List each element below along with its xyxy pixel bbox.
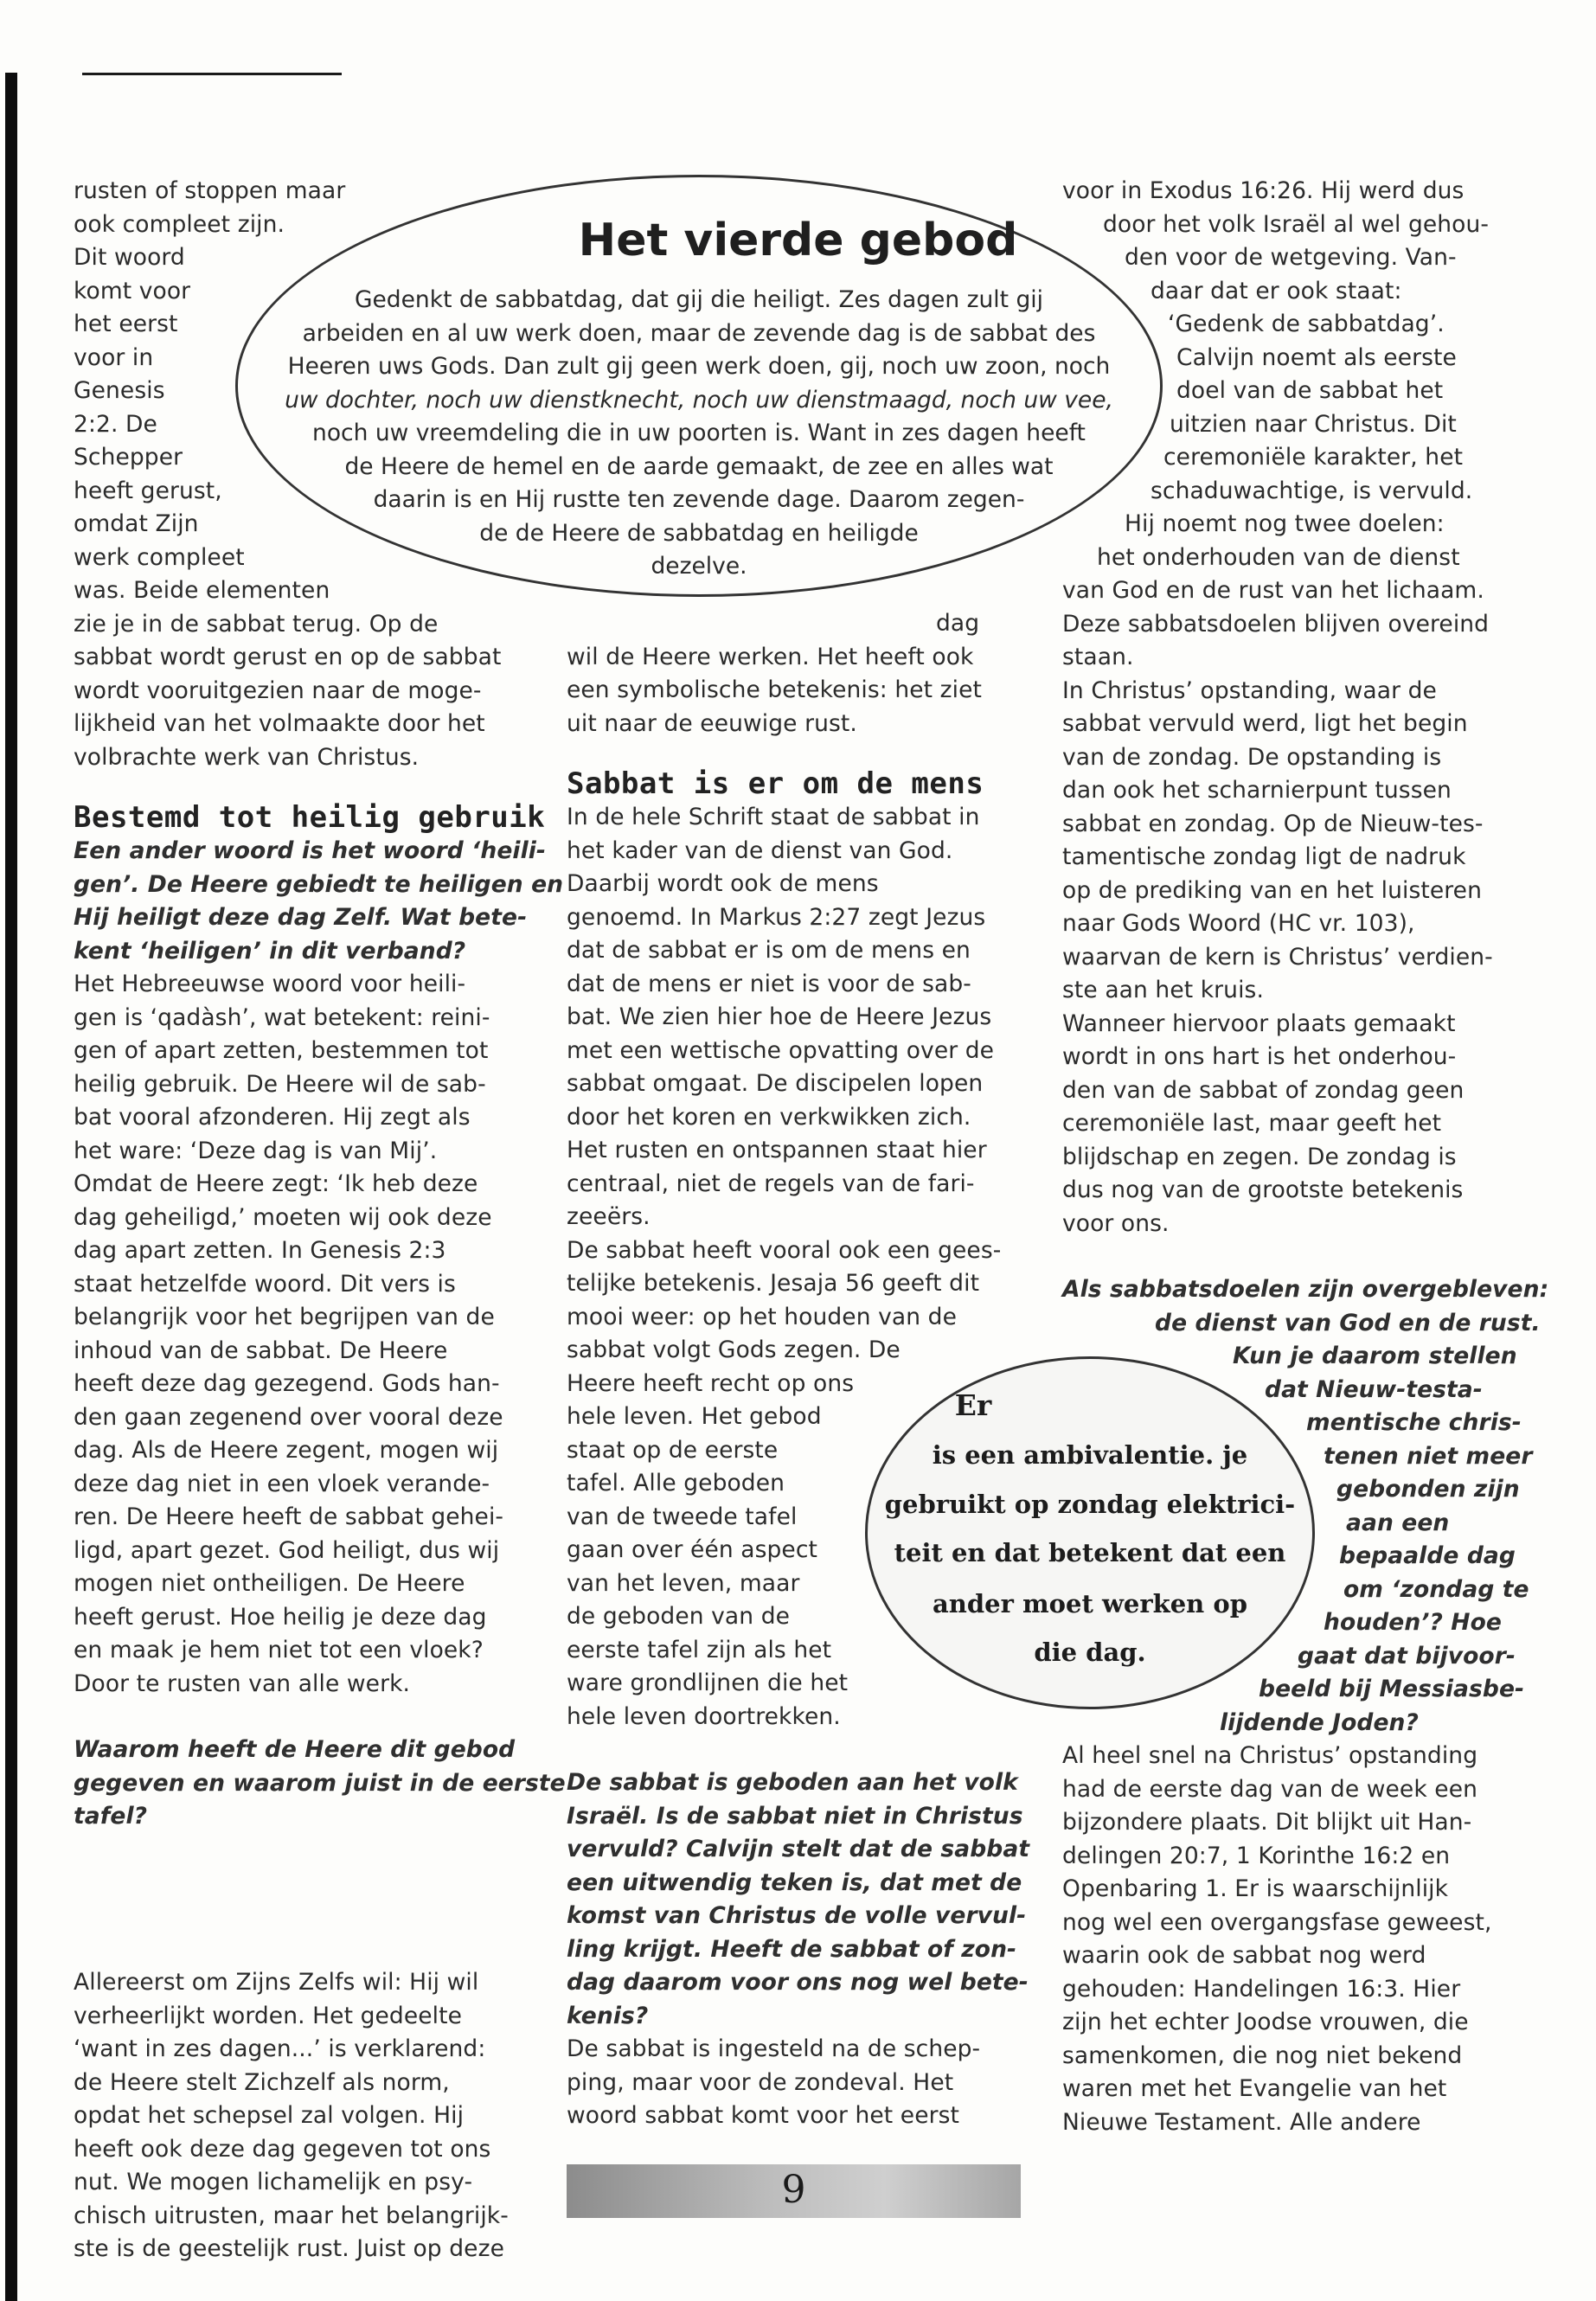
question-line: dag daarom voor ons nog wel bete-: [567, 1969, 1029, 1996]
body-line: voor in Exodus 16:26. Hij werd dus: [1062, 177, 1465, 204]
body-line: staat op de eerste: [567, 1436, 779, 1464]
body-line: naar Gods Woord (HC vr. 103),: [1062, 910, 1415, 937]
body-line: Het rusten en ontspannen staat hier: [567, 1137, 987, 1163]
body-line: dag. Als de Heere zegent, mogen wij: [74, 1437, 499, 1464]
body-line: uit naar de eeuwige rust.: [567, 709, 857, 737]
body-line: sabbat vervuld werd, ligt het begin: [1062, 710, 1468, 737]
body-line: dag: [936, 610, 980, 637]
body-line: nut. We mogen lichamelijk en psy-: [74, 2169, 473, 2195]
body-line: volbrachte werk van Christus.: [74, 743, 420, 771]
body-line: bijzondere plaats. Dit blijkt uit Han-: [1062, 1809, 1472, 1836]
body-line: omdat Zijn: [74, 510, 199, 537]
body-line: rusten of stoppen maar: [74, 177, 346, 204]
question-line: Kun je daarom stellen: [1233, 1343, 1517, 1369]
body-line: waarvan de kern is Christus’ verdien-: [1062, 943, 1493, 971]
body-line: sabbat omgaat. De discipelen lopen: [567, 1070, 984, 1097]
body-line: op de prediking van en het luisteren: [1062, 876, 1482, 904]
question-line: Israël. Is de sabbat niet in Christus: [567, 1802, 1023, 1830]
body-line: doel van de sabbat het: [1176, 377, 1444, 404]
page-number: 9: [781, 2168, 806, 2212]
body-line: van de tweede tafel: [567, 1503, 798, 1530]
body-line: heilig gebruik. De Heere wil de sab-: [74, 1070, 486, 1098]
callout-line: is een ambivalentie. je: [932, 1440, 1248, 1470]
body-line: woord sabbat komt voor het eerst: [567, 2102, 959, 2129]
body-line: ping, maar voor de zondeval. Het: [567, 2068, 954, 2096]
body-line: staan.: [1062, 644, 1134, 670]
commandment-line: daarin is en Hij rustte ten zevende dage. Daarom zegen-: [373, 486, 1025, 513]
body-line: Daarbij wordt ook de mens: [567, 870, 879, 897]
body-line: hele leven doortrekken.: [567, 1702, 841, 1730]
body-line: ‘Gedenk de sabbatdag’.: [1168, 311, 1445, 337]
commandment-line: noch uw vreemdeling die in uw poorten is. Want in zes dagen heeft: [312, 420, 1086, 446]
body-line: het onderhouden van de dienst: [1097, 543, 1460, 571]
body-line: hele leven. Het gebod: [567, 1403, 822, 1430]
body-line: tafel. Alle geboden: [567, 1470, 785, 1497]
callout-line: die dag.: [1034, 1638, 1146, 1667]
commandment-line: uw dochter, noch uw dienstknecht, noch uw dienstmaagd, noch uw vee,: [285, 386, 1113, 413]
body-line: van de zondag. De opstanding is: [1062, 743, 1442, 771]
body-line: zijn het echter Joodse vrouwen, die: [1062, 2009, 1469, 2035]
body-line: gehouden: Handelingen 16:3. Hier: [1062, 1975, 1461, 2003]
body-line: den van de sabbat of zondag geen: [1062, 1076, 1465, 1104]
body-line: centraal, niet de regels van de fari-: [567, 1170, 975, 1197]
question-line: lijdende Joden?: [1220, 1708, 1419, 1736]
body-line: tamentische zondag ligt de nadruk: [1062, 843, 1466, 870]
body-line: had de eerste dag van de week een: [1062, 1775, 1478, 1803]
body-line: het ware: ‘Deze dag is van Mij’.: [74, 1137, 438, 1164]
question-line: houden’? Hoe: [1324, 1609, 1502, 1636]
body-line: waarin ook de sabbat nog werd: [1062, 1942, 1426, 1969]
body-line: Deze sabbatsdoelen blijven overeind: [1062, 610, 1490, 638]
body-line: chisch uitrusten, maar het belangrijk-: [74, 2202, 509, 2229]
page-number-bar: [567, 2164, 1021, 2218]
question-line: vervuld? Calvijn stelt dat de sabbat: [567, 1836, 1030, 1862]
body-line: De sabbat heeft vooral ook een gees-: [567, 1236, 1002, 1264]
body-line: inhoud van de sabbat. De Heere: [74, 1336, 448, 1364]
body-line: Allereerst om Zijns Zelfs wil: Hij wil: [74, 1969, 479, 1996]
body-line: den gaan zegenend over vooral deze: [74, 1403, 503, 1431]
body-line: dat de sabbat er is om de mens en: [567, 937, 971, 964]
body-line: uitzien naar Christus. Dit: [1170, 410, 1457, 438]
question-line: gaat dat bijvoor-: [1298, 1642, 1516, 1670]
callout-line: teit en dat betekent dat een: [894, 1538, 1286, 1567]
box-title: Het vierde gebod: [578, 215, 1018, 266]
callout-line: ander moet werken op: [933, 1589, 1247, 1618]
body-line: heeft gerust. Hoe heilig je deze dag: [74, 1603, 487, 1631]
commandment-line: dezelve.: [651, 553, 747, 580]
body-line: een symbolische betekenis: het ziet: [567, 676, 983, 703]
body-line: 2:2. De: [74, 410, 157, 438]
body-line: dag geheiligd,’ moeten wij ook deze: [74, 1203, 492, 1231]
body-line: met een wettische opvatting over de: [567, 1036, 995, 1064]
body-line: Heere heeft recht op ons: [567, 1369, 855, 1397]
body-line: sabbat en zondag. Op de Nieuw-tes-: [1062, 810, 1484, 837]
commandment-line: Heeren uws Gods. Dan zult gij geen werk doen, gij, noch uw zoon, noch: [287, 353, 1111, 380]
question-line: dat Nieuw-testa-: [1265, 1375, 1483, 1403]
callout-line: Er: [954, 1388, 992, 1422]
body-line: zie je in de sabbat terug. Op de: [74, 610, 439, 638]
body-line: ware grondlijnen die het: [567, 1670, 849, 1696]
body-line: het eerst: [74, 311, 178, 337]
body-line: mogen niet ontheiligen. De Heere: [74, 1570, 465, 1597]
body-line: sabbat wordt gerust en op de sabbat: [74, 644, 502, 670]
body-line: ren. De Heere heeft de sabbat gehei-: [74, 1503, 504, 1530]
body-line: blijdschap en zegen. De zondag is: [1062, 1143, 1457, 1170]
body-line: mooi weer: op het houden van de: [567, 1303, 957, 1330]
body-line: Omdat de Heere zegt: ‘Ik heb deze: [74, 1170, 478, 1197]
question-line: gebonden zijn: [1336, 1476, 1520, 1503]
callout-line: gebruikt op zondag elektrici-: [884, 1490, 1296, 1519]
body-line: delingen 20:7, 1 Korinthe 16:2 en: [1062, 1842, 1451, 1869]
body-line: wil de Heere werken. Het heeft ook: [567, 643, 974, 670]
question-line: ling krijgt. Heeft de sabbat of zon-: [567, 1935, 1017, 1963]
body-line: door het volk Israël al wel gehou-: [1103, 210, 1490, 238]
body-line: van het leven, maar: [567, 1569, 800, 1597]
body-line: eerste tafel zijn als het: [567, 1636, 832, 1663]
question-line: komst van Christus de volle vervul-: [567, 1902, 1027, 1929]
body-line: zeeërs.: [567, 1203, 651, 1230]
body-line: voor in: [74, 343, 154, 371]
question-line: mentische chris-: [1306, 1409, 1522, 1436]
body-line: De sabbat is ingesteld na de schep-: [567, 2035, 981, 2062]
body-line: wordt vooruitgezien naar de moge-: [74, 676, 482, 704]
body-line: gaan over één aspect: [567, 1536, 817, 1563]
body-line: staat hetzelfde woord. Dit vers is: [74, 1270, 456, 1298]
question-line: bepaalde dag: [1339, 1542, 1516, 1569]
body-line: Hij noemt nog twee doelen:: [1125, 510, 1445, 537]
body-line: door het koren en verkwikken zich.: [567, 1103, 971, 1131]
body-line: ceremoniële karakter, het: [1163, 444, 1464, 471]
body-line: In Christus’ opstanding, waar de: [1062, 676, 1437, 704]
body-line: ligd, apart gezet. God heiligt, dus wij: [74, 1536, 500, 1564]
body-line: Genesis: [74, 377, 165, 404]
body-line: Door te rusten van alle werk.: [74, 1670, 411, 1697]
question-line: een uitwendig teken is, dat met de: [567, 1868, 1022, 1896]
body-line: wordt in ons hart is het onderhou-: [1062, 1043, 1457, 1070]
body-line: Wanneer hiervoor plaats gemaakt: [1062, 1009, 1456, 1037]
body-line: den voor de wetgeving. Van-: [1125, 244, 1457, 271]
body-line: werk compleet: [74, 543, 245, 571]
commandment-line: arbeiden en al uw werk doen, maar de zevende dag is de sabbat des: [302, 319, 1096, 347]
question-line: de dienst van God en de rust.: [1155, 1309, 1541, 1336]
body-line: telijke betekenis. Jesaja 56 geeft dit: [567, 1270, 980, 1297]
page-edge-bar: [5, 73, 17, 2301]
body-line: nog wel een overgangsfase geweest,: [1062, 1908, 1492, 1936]
question-line: kent ‘heiligen’ in dit verband?: [74, 937, 466, 965]
body-line: van God en de rust van het lichaam.: [1062, 577, 1484, 604]
body-line: Al heel snel na Christus’ opstanding: [1062, 1742, 1478, 1769]
body-line: dag apart zetten. In Genesis 2:3: [74, 1237, 446, 1264]
body-line: ook compleet zijn.: [74, 210, 285, 238]
body-line: voor ons.: [1062, 1209, 1170, 1237]
body-line: daar dat er ook staat:: [1151, 277, 1402, 304]
question-line: beeld bij Messiasbe-: [1259, 1676, 1525, 1702]
question-line: Als sabbatsdoelen zijn overgebleven:: [1062, 1276, 1549, 1303]
body-line: gen is ‘qadàsh’, wat betekent: reini-: [74, 1003, 490, 1031]
body-line: heeft gerust,: [74, 477, 222, 504]
body-line: Dit woord: [74, 244, 185, 271]
body-line: genoemd. In Markus 2:27 zegt Jezus: [567, 903, 986, 931]
question-line: om ‘zondag te: [1343, 1575, 1529, 1603]
body-line: ste aan het kruis.: [1062, 977, 1264, 1003]
body-line: Schepper: [74, 444, 183, 471]
body-line: heeft ook deze dag gegeven tot ons: [74, 2135, 491, 2163]
body-line: dus nog van de grootste betekenis: [1062, 1176, 1464, 1203]
body-line: gen of apart zetten, bestemmen tot: [74, 1037, 489, 1064]
question-line: Waarom heeft de Heere dit gebod: [74, 1736, 516, 1763]
question-line: gegeven en waarom juist in de eerste: [74, 1769, 566, 1797]
question-line: tafel?: [74, 1803, 148, 1830]
body-line: de geboden van de: [567, 1603, 791, 1630]
question-line: Hij heiligt deze dag Zelf. Wat bete-: [74, 904, 528, 931]
body-line: was. Beide elementen: [74, 577, 330, 604]
commandment-line: de de Heere de sabbatdag en heiligde: [479, 519, 919, 547]
question-line: aan een: [1346, 1509, 1450, 1536]
question-line: Een ander woord is het woord ‘heili-: [74, 837, 547, 864]
commandment-line: Gedenkt de sabbatdag, dat gij die heiligt. Zes dagen zult gij: [354, 286, 1044, 313]
body-line: lijkheid van het volmaakte door het: [74, 710, 485, 737]
section-heading-bestemd: Bestemd tot heilig gebruik: [74, 800, 546, 835]
body-line: sabbat volgt Gods zegen. De: [567, 1336, 901, 1363]
body-line: dat de mens er niet is voor de sab-: [567, 970, 971, 997]
body-line: belangrijk voor het begrijpen van de: [74, 1304, 495, 1330]
body-line: Calvijn noemt als eerste: [1176, 343, 1457, 371]
question-line: kenis?: [567, 2002, 649, 2029]
body-line: het kader van de dienst van God.: [567, 836, 953, 864]
body-line: Openbaring 1. Er is waarschijnlijk: [1062, 1875, 1449, 1902]
body-line: ‘want in zes dagen...’ is verklarend:: [74, 2035, 486, 2062]
section-heading-sabbat-mens: Sabbat is er om de mens: [567, 766, 984, 801]
body-line: bat. We zien hier hoe de Heere Jezus: [567, 1003, 992, 1030]
question-line: De sabbat is geboden aan het volk: [567, 1769, 1018, 1796]
body-line: bat vooral afzonderen. Hij zegt als: [74, 1104, 471, 1131]
top-rule: [82, 73, 342, 75]
body-line: ste is de geestelijk rust. Juist op deze: [74, 2235, 504, 2262]
commandment-line: de Heere de hemel en de aarde gemaakt, de zee en alles wat: [344, 452, 1054, 480]
question-line: tenen niet meer: [1324, 1442, 1533, 1470]
body-line: schaduwachtige, is vervuld.: [1151, 477, 1473, 504]
body-line: Het Hebreeuwse woord voor heili-: [74, 971, 466, 997]
body-line: en maak je hem niet tot een vloek?: [74, 1637, 484, 1663]
question-line: gen’. De Heere gebiedt te heiligen en: [74, 870, 564, 898]
body-line: ceremoniële last, maar geeft het: [1062, 1110, 1442, 1137]
body-line: de Heere stelt Zichzelf als norm,: [74, 2068, 450, 2096]
body-line: komt voor: [74, 277, 191, 304]
body-line: dan ook het scharnierpunt tussen: [1062, 777, 1452, 804]
body-line: heeft deze dag gezegend. Gods han-: [74, 1370, 500, 1397]
body-line: Nieuwe Testament. Alle andere: [1062, 2108, 1421, 2136]
body-line: waren met het Evangelie van het: [1062, 2075, 1447, 2102]
body-line: samenkomen, die nog niet bekend: [1062, 2041, 1463, 2069]
body-line: verheerlijkt worden. Het gedeelte: [74, 2002, 462, 2029]
body-line: opdat het schepsel zal volgen. Hij: [74, 2102, 465, 2129]
body-line: deze dag niet in een vloek verande-: [74, 1470, 490, 1497]
body-line: In de hele Schrift staat de sabbat in: [567, 804, 980, 830]
